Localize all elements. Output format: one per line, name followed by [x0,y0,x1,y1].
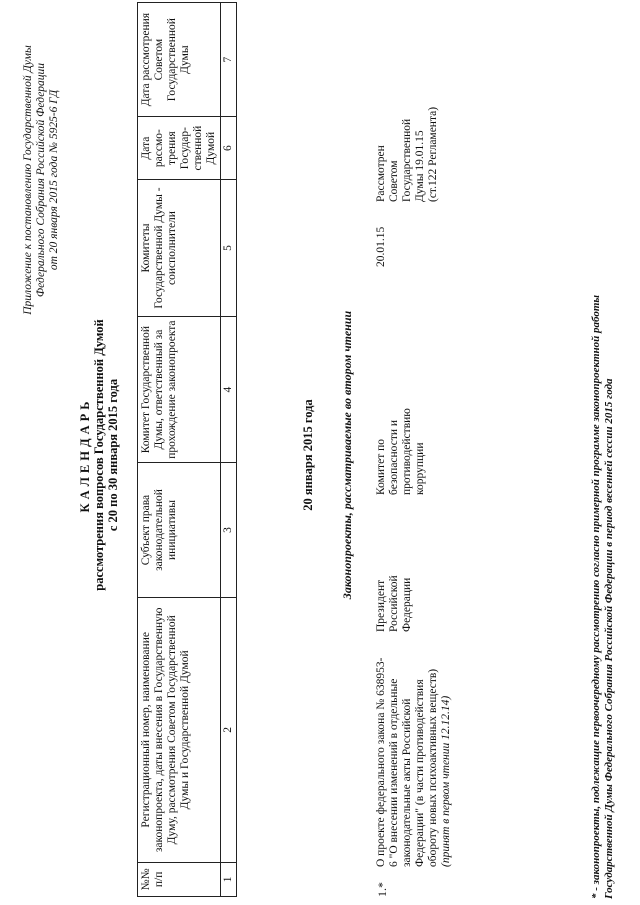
footnote [590,19,616,899]
date-heading: 20 января 2015 года [301,399,315,511]
column-number: 3 [221,463,237,598]
header-cell-council-date: Дата рассмотрения Советом Государственной Думы [138,3,221,117]
column-number: 7 [221,3,237,117]
calendar-heading: КАЛЕНДАРЬ [78,397,92,513]
column-number: 4 [221,317,237,463]
responsible-committee: Комитет по безопасности и противодействию коррупции [375,408,426,495]
header-cell-committee: Комитет Государственной Думы, ответственный за прохождение законопроекта [138,317,221,463]
calendar-period: с 20 по 30 января 2015 года [106,378,120,532]
column-number: 6 [221,117,237,180]
document-title [78,155,120,755]
bill-note: (принят в первом чтении 12.12.14) [440,695,452,867]
header-cell-bill: Регистрационный номер, наименование законопроекта, даты внесения в Государственную Думу, рассмотрения Советом Государственной Думы и Государственной Думой [138,597,221,862]
council-review: Рассмотрен Советом Государственной Думы 19.01.15 (ст.122 Регламента) [375,106,439,202]
column-number: 1 [221,862,237,896]
column-number: 5 [221,180,237,317]
column-number: 2 [221,597,237,862]
header-cell-subject: Субъект права законодательной инициативы [138,463,221,598]
footnote-line: Государственной Думы Федерального Собрания Российской Федерации в период весенней сессии 2015 года [603,378,615,899]
calendar-subtitle: рассмотрения вопросов Государственной Думой [92,319,106,591]
appendix-line: от 20 января 2015 года № 5925-6 ГД [48,89,60,271]
column-number-row [221,3,237,897]
initiative-subject: Президент Российской Федерации [375,575,413,632]
header-cell-coexecutors: Комитеты Государственной Думы - соисполнители [138,180,221,317]
duma-date: 20.01.15 [375,226,387,267]
footnote-line: * - законопроекты, подлежащие первоочередному рассмотрению согласно примерной программе законопроектной работы [590,294,602,899]
section-heading: Законопроекты, рассматриваемые во втором чтении [340,310,354,600]
bill-description [375,652,453,867]
header-cell-number: №№ п/п [138,862,221,896]
appendix-line: Федерального Собрания Российской Федерации [35,62,47,298]
appendix-note [22,15,61,345]
header-row [138,3,221,897]
header-table [137,2,237,897]
row-number: 1.* [375,882,389,897]
appendix-line: Приложение к постановлению Государственной Думы [22,45,34,315]
bill-title: О проекте федерального закона № 638953-6 "О внесении изменений в отдельные законодательные акты Российской Федерации" (в части противодействия обороту новых психоактивных веществ) [375,657,439,867]
header-cell-duma-date: Дата рассмо-трения Государ-ственной Думой [138,117,221,180]
